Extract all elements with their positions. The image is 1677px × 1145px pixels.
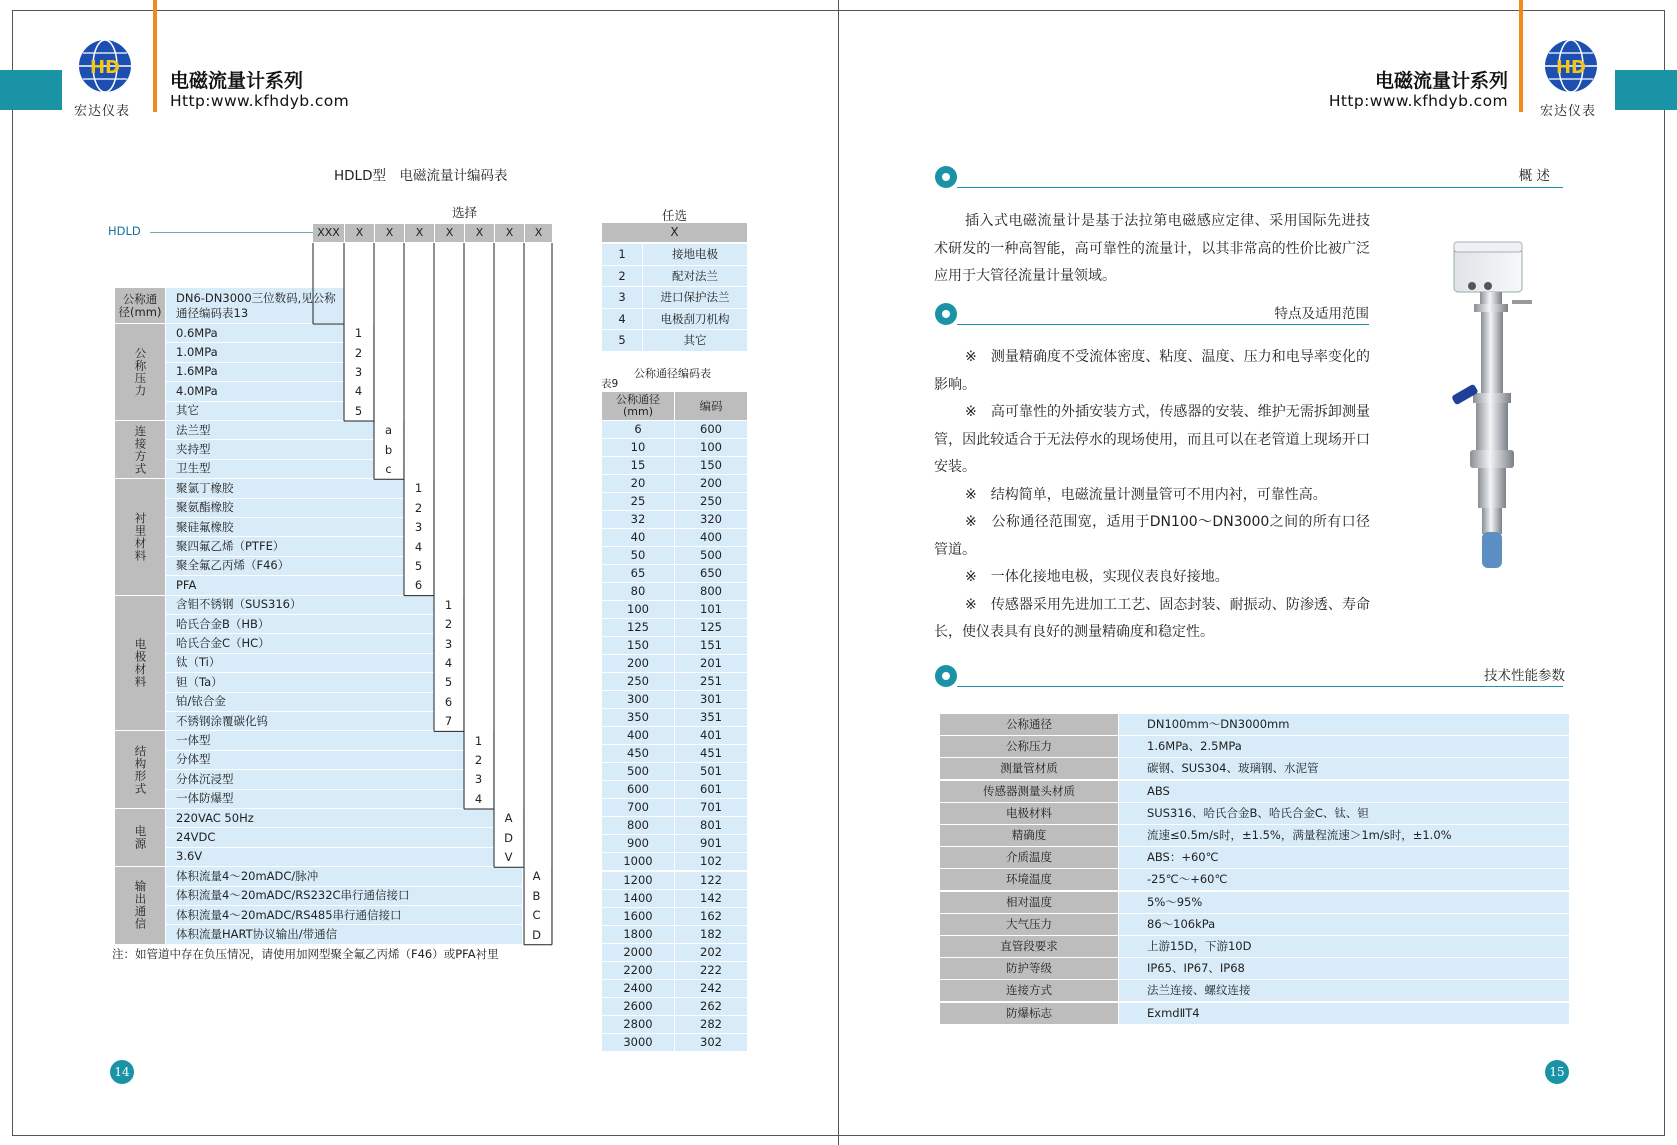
dn-code: 320: [675, 511, 747, 528]
optional-code: 5: [602, 330, 642, 351]
spec-label: 防护等级: [940, 958, 1118, 979]
option-code: 1: [464, 731, 493, 749]
dn-code: 262: [675, 998, 747, 1015]
option-code: V: [494, 848, 523, 866]
dn-size: 400: [602, 727, 674, 744]
option-row: 分体沉浸型: [166, 770, 494, 788]
logo-mark: HD: [1555, 57, 1587, 78]
optional-title: 任选: [662, 208, 688, 223]
option-row: 聚氯丁橡胶: [166, 479, 434, 497]
optional-text: 接地电极: [643, 244, 747, 265]
overview-text: 插入式电磁流量计是基于法拉第电磁感应定律、采用国际先进技术研发的一种高智能，高可靠性的流量计，以其非常高的性价比被广泛应用于大管径流量计量领域。: [934, 213, 1370, 284]
logo-right: [1540, 38, 1602, 119]
dn-size: 125: [602, 619, 674, 636]
option-row: 聚全氟乙丙烯（F46）: [166, 557, 434, 575]
option-code: 5: [404, 557, 433, 575]
dn-code: 401: [675, 727, 747, 744]
dn-code: 162: [675, 908, 747, 925]
group-label: 衬里材料: [115, 479, 165, 594]
group-label: 公称通径(mm): [115, 288, 165, 323]
option-row: 220VAC 50Hz: [166, 809, 524, 827]
group-label: 公称压力: [115, 324, 165, 420]
option-code: 3: [404, 518, 433, 536]
dn-code: 302: [675, 1034, 747, 1051]
optional-code-header: X: [602, 223, 747, 242]
dn-size: 2400: [602, 980, 674, 997]
website-right[interactable]: Http:www.kfhdyb.com: [1328, 92, 1508, 110]
spec-value: 1.6MPa、2.5MPa: [1119, 736, 1569, 757]
option-row: 法兰型: [166, 421, 404, 439]
dn-size: 100: [602, 601, 674, 618]
page-number-left: 14: [110, 1060, 134, 1084]
dn-code: 600: [675, 421, 747, 438]
dn-size: 80: [602, 583, 674, 600]
select-label: 选择: [452, 205, 478, 220]
option-row: 哈氏合金B（HB）: [166, 615, 464, 633]
dn-size: 500: [602, 763, 674, 780]
spec-value: 5%～95%: [1119, 892, 1569, 913]
option-code: 7: [434, 712, 463, 730]
specs-bullet: [935, 665, 957, 687]
series-title-right: 电磁流量计系列: [1374, 70, 1508, 92]
option-row: PFA: [166, 576, 434, 594]
option-row: 4.0MPa: [166, 382, 374, 400]
option-row: 分体型: [166, 751, 494, 769]
option-code: c: [374, 460, 403, 478]
option-row: 铂/铱合金: [166, 693, 464, 711]
optional-code: 1: [602, 244, 642, 265]
features-list: [934, 344, 1370, 647]
dn-size: 25: [602, 493, 674, 510]
spec-value: -25℃～+60℃: [1119, 869, 1569, 890]
dn-code: 150: [675, 457, 747, 474]
optional-text: 其它: [643, 330, 747, 351]
dn-size: 2200: [602, 962, 674, 979]
optional-code: 3: [602, 287, 642, 308]
dn-size: 3000: [602, 1034, 674, 1051]
group-label: 输出通信: [115, 867, 165, 944]
option-row: 哈氏合金C（HC）: [166, 634, 464, 652]
dn-size: 6: [602, 421, 674, 438]
dn-code: 601: [675, 781, 747, 798]
specs-title: 技术性能参数: [1484, 668, 1565, 684]
option-code: A: [494, 809, 523, 827]
feature-item: ※ 高可靠性的外插安装方式，传感器的安装、维护无需拆卸测量管，因此较适合于无法停水的现场使用，而且可以在老管道上现场开口安装。: [934, 404, 1370, 475]
spec-label: 公称通径: [940, 714, 1118, 735]
option-row: 一体防爆型: [166, 790, 494, 808]
dn-size: 350: [602, 709, 674, 726]
specs-rule: [957, 686, 1563, 687]
group-label: 结构形式: [115, 731, 165, 808]
features-bullet: [935, 303, 957, 325]
optional-text: 电极刮刀机构: [643, 309, 747, 330]
code-slot: X: [525, 224, 552, 242]
spec-label: 大气压力: [940, 914, 1118, 935]
option-row: 卫生型: [166, 460, 404, 478]
dn-code: 242: [675, 980, 747, 997]
option-code: 1: [404, 479, 433, 497]
option-code: 6: [434, 693, 463, 711]
option-row: 1.6MPa: [166, 363, 374, 381]
optional-text: 进口保护法兰: [643, 287, 747, 308]
spec-label: 电极材料: [940, 803, 1118, 824]
option-code: 6: [404, 576, 433, 594]
dn-code: 251: [675, 673, 747, 690]
dn-size: 1200: [602, 872, 674, 889]
option-row: 其它: [166, 402, 374, 420]
dn-code: 202: [675, 944, 747, 961]
spec-value: 法兰连接、螺纹连接: [1119, 980, 1569, 1001]
option-row: 体积流量HART协议输出/带通信: [166, 925, 552, 943]
dn-size: 40: [602, 529, 674, 546]
dn-code: 801: [675, 817, 747, 834]
spec-value: 流速≤0.5m/s时，±1.5%，满量程流速＞1m/s时，±1.0%: [1119, 825, 1569, 846]
feature-item: ※ 公称通径范围宽，适用于DN100～DN3000之间的所有口径管道。: [934, 514, 1370, 558]
option-code: 3: [344, 363, 373, 381]
option-code: 2: [344, 343, 373, 361]
logo-text: 宏达仪表: [1540, 104, 1597, 119]
option-code: 2: [464, 751, 493, 769]
option-row: 聚硅氟橡胶: [166, 518, 434, 536]
dn-code: 501: [675, 763, 747, 780]
dn-code: 400: [675, 529, 747, 546]
dn-code: 182: [675, 926, 747, 943]
spec-label: 环境温度: [940, 869, 1118, 890]
dn-code: 142: [675, 890, 747, 907]
logo-mark: HD: [89, 57, 121, 78]
code-slot: XXX: [313, 224, 344, 242]
dn-code: 701: [675, 799, 747, 816]
dn-size: 50: [602, 547, 674, 564]
logo-text: 宏达仪表: [74, 104, 131, 119]
optional-code: 4: [602, 309, 642, 330]
dn-code: 100: [675, 439, 747, 456]
option-row: 体积流量4～20mADC/RS232C串行通信接口: [166, 887, 552, 905]
model-code: HDLD: [108, 224, 141, 238]
footnote: 注：如管道中存在负压情况，请使用加网型聚全氟乙丙烯（F46）或PFA衬里: [112, 947, 499, 961]
dn-size: 700: [602, 799, 674, 816]
feature-item: ※ 结构简单，电磁流量计测量管可不用内衬，可靠性高。: [965, 486, 1327, 503]
overview-rule: [957, 187, 1563, 188]
dn-code: 351: [675, 709, 747, 726]
group-label: 电源: [115, 809, 165, 866]
code-slot: X: [465, 224, 494, 242]
code-slot: X: [495, 224, 524, 242]
option-row: 钽（Ta）: [166, 673, 464, 691]
globe-logo-icon: [1540, 38, 1602, 94]
spec-value: ABS: [1119, 781, 1569, 802]
dn-code: 200: [675, 475, 747, 492]
website-left[interactable]: Http:www.kfhdyb.com: [170, 92, 350, 110]
dn-size: 1000: [602, 853, 674, 870]
dn-code: 201: [675, 655, 747, 672]
code-slot: X: [435, 224, 464, 242]
option-code: 1: [344, 324, 373, 342]
dn-size: 300: [602, 691, 674, 708]
dn-code: 122: [675, 872, 747, 889]
spec-value: IP65、IP67、IP68: [1119, 958, 1569, 979]
option-row: 夹持型: [166, 440, 404, 458]
page-number-right: 15: [1545, 1060, 1569, 1084]
spec-label: 介质温度: [940, 847, 1118, 868]
dn-code: 222: [675, 962, 747, 979]
spec-label: 精确度: [940, 825, 1118, 846]
teal-band-right: [1615, 70, 1677, 110]
orange-bar-right: [1519, 0, 1523, 112]
code-table-title: HDLD型 电磁流量计编码表: [334, 168, 508, 184]
dn-size: 1400: [602, 890, 674, 907]
features-title: 特点及适用范围: [1274, 306, 1369, 322]
feature-item: ※ 传感器采用先进加工工艺、固态封装、耐振动、防渗透、寿命长，使仪表具有良好的测量精确度和稳定性。: [934, 596, 1370, 640]
spine: [838, 0, 839, 1145]
dn-code: 282: [675, 1016, 747, 1033]
option-row: 3.6V: [166, 848, 524, 866]
dn-code: 151: [675, 637, 747, 654]
dn-code: 500: [675, 547, 747, 564]
spec-value: ExmdⅡT4: [1119, 1003, 1569, 1024]
option-code: 3: [464, 770, 493, 788]
option-code: 5: [344, 402, 373, 420]
dn-size: 800: [602, 817, 674, 834]
spec-label: 测量管材质: [940, 758, 1118, 779]
dn-size: 2600: [602, 998, 674, 1015]
dn-size: 15: [602, 457, 674, 474]
option-code: A: [522, 867, 551, 885]
dn-size: 65: [602, 565, 674, 582]
option-row: 不锈钢涂覆碳化钨: [166, 712, 464, 730]
option-code: 4: [434, 654, 463, 672]
dn-code: 301: [675, 691, 747, 708]
optional-code: 2: [602, 266, 642, 287]
option-code: D: [522, 925, 551, 943]
option-code: 2: [434, 615, 463, 633]
dn-col1-header: 公称通径(mm): [602, 392, 674, 420]
option-row: 体积流量4～20mADC/RS485串行通信接口: [166, 906, 552, 924]
dn-size: 32: [602, 511, 674, 528]
dn-code: 901: [675, 835, 747, 852]
dn-table-caption: 表9: [601, 378, 619, 390]
dn-size: 900: [602, 835, 674, 852]
feature-item: ※ 测量精确度不受流体密度、粘度、温度、压力和电导率变化的影响。: [934, 349, 1370, 393]
spec-value: ABS：+60℃: [1119, 847, 1569, 868]
series-title-left: 电磁流量计系列: [170, 70, 304, 92]
dn-code: 125: [675, 619, 747, 636]
option-code: B: [522, 887, 551, 905]
spec-value: SUS316、哈氏合金B、哈氏合金C、钛、钽: [1119, 803, 1569, 824]
overview-bullet: [935, 166, 957, 188]
spec-value: 86～106kPa: [1119, 914, 1569, 935]
product-image: [1440, 238, 1550, 598]
dn-table-title: 公称通径编码表: [634, 367, 711, 380]
option-code: 2: [404, 499, 433, 517]
spec-value: 碳钢、SUS304、玻璃钢、水泥管: [1119, 758, 1569, 779]
option-row: DN6-DN3000三位数码,见公称通径编码表13: [166, 288, 344, 323]
group-label: 连接方式: [115, 421, 165, 478]
dn-size: 1800: [602, 926, 674, 943]
option-row: 一体型: [166, 731, 494, 749]
features-rule: [957, 324, 1369, 325]
dn-code: 102: [675, 853, 747, 870]
option-row: 聚氨酯橡胶: [166, 499, 434, 517]
dn-size: 2000: [602, 944, 674, 961]
option-code: 4: [344, 382, 373, 400]
option-code: C: [522, 906, 551, 924]
code-slot: X: [345, 224, 374, 242]
spec-value: 上游15D，下游10D: [1119, 936, 1569, 957]
spec-label: 传感器测量头材质: [940, 781, 1118, 802]
option-row: 0.6MPa: [166, 324, 374, 342]
feature-item: ※ 一体化接地电极，实现仪表良好接地。: [965, 569, 1229, 585]
option-code: 3: [434, 634, 463, 652]
option-code: 4: [404, 537, 433, 555]
dn-code: 451: [675, 745, 747, 762]
dn-code: 101: [675, 601, 747, 618]
dn-size: 200: [602, 655, 674, 672]
dn-size: 150: [602, 637, 674, 654]
spec-label: 公称压力: [940, 736, 1118, 757]
option-row: 1.0MPa: [166, 343, 374, 361]
option-row: 钛（Ti）: [166, 654, 464, 672]
option-row: 含钼不锈钢（SUS316）: [166, 596, 464, 614]
overview-title: 概 述: [1518, 168, 1550, 184]
option-row: 聚四氟乙烯（PTFE）: [166, 537, 434, 555]
option-row: 24VDC: [166, 828, 524, 846]
dn-size: 10: [602, 439, 674, 456]
spec-label: 相对温度: [940, 892, 1118, 913]
spec-value: DN100mm～DN3000mm: [1119, 714, 1569, 735]
spec-label: 直管段要求: [940, 936, 1118, 957]
code-slot: X: [405, 224, 434, 242]
option-code: a: [374, 421, 403, 439]
option-code: 1: [434, 596, 463, 614]
option-row: 体积流量4～20mADC/脉冲: [166, 867, 552, 885]
dn-size: 450: [602, 745, 674, 762]
dn-code: 650: [675, 565, 747, 582]
dn-size: 1600: [602, 908, 674, 925]
spec-label: 防爆标志: [940, 1003, 1118, 1024]
spec-label: 连接方式: [940, 980, 1118, 1001]
option-code: 5: [434, 673, 463, 691]
dn-size: 600: [602, 781, 674, 798]
dn-code: 250: [675, 493, 747, 510]
dn-size: 250: [602, 673, 674, 690]
option-code: D: [494, 828, 523, 846]
dn-col2-header: 编码: [675, 392, 747, 420]
optional-text: 配对法兰: [643, 266, 747, 287]
option-code: 4: [464, 790, 493, 808]
dn-size: 20: [602, 475, 674, 492]
option-code: b: [374, 440, 403, 458]
dn-size: 2800: [602, 1016, 674, 1033]
dn-code: 800: [675, 583, 747, 600]
group-label: 电极材料: [115, 596, 165, 731]
code-slot: X: [375, 224, 404, 242]
